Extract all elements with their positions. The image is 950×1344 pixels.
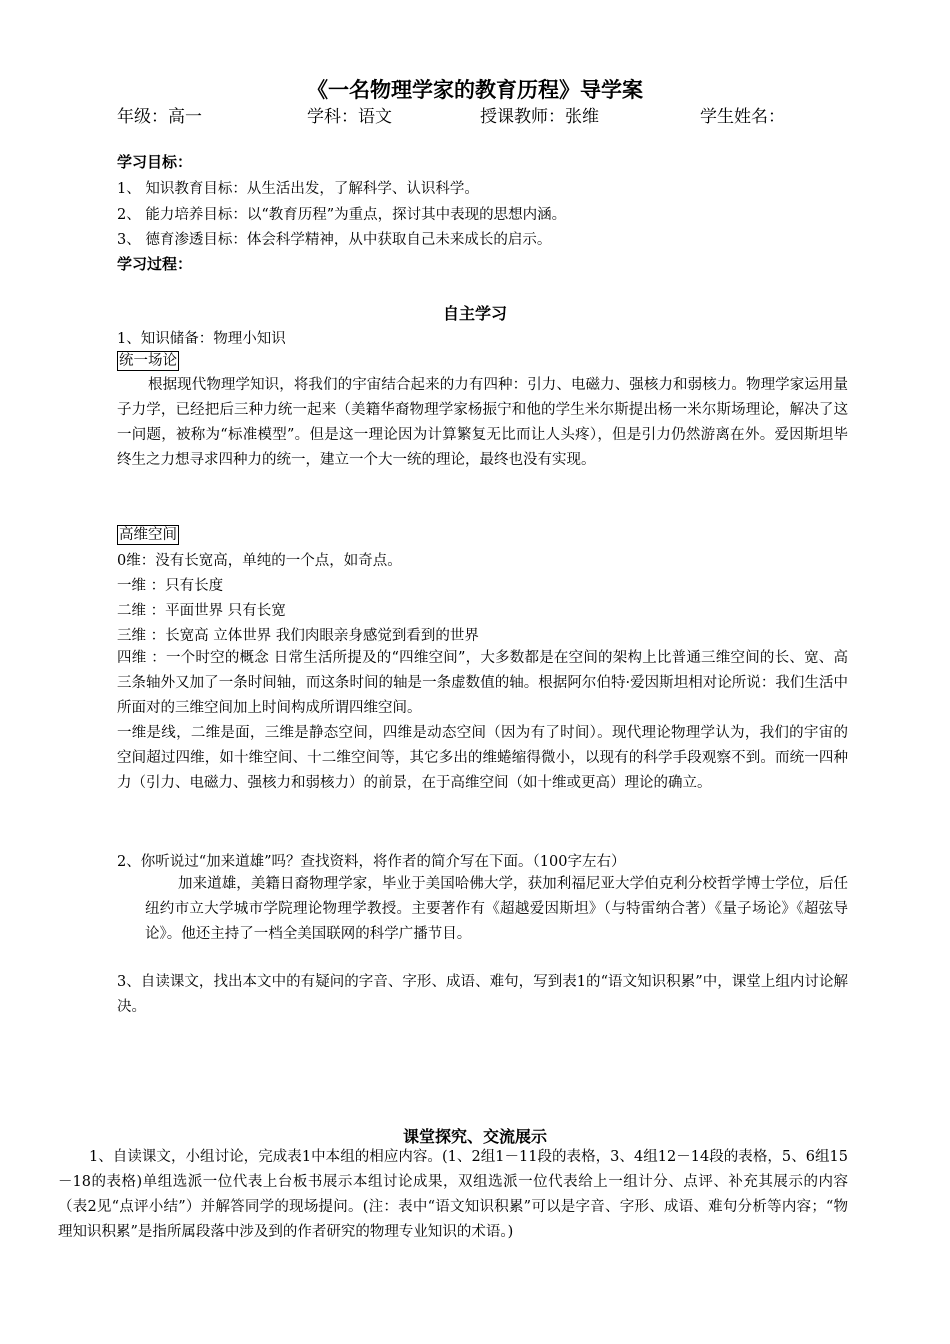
- goal-item-1: 1、 知识教育目标：从生活出发，了解科学、认识科学。: [117, 181, 479, 197]
- teacher-label: 授课教师：张维: [480, 107, 599, 127]
- author-bio-paragraph: 加来道雄，美籍日裔物理学家，毕业于美国哈佛大学，获加利福尼亚大学伯克利分校哲学博士学位，后任纽约市立大学城市学院理论物理学教授。主要著作有《超越爱因斯坦》（与特雷纳合著）《量子场论》《超弦导论》。他还主持了一档全美国联网的科学广播节目。: [145, 876, 848, 942]
- self-study-item-1: 1、知识储备：物理小知识: [117, 331, 286, 347]
- goal-item-2: 2、 能力培养目标：以“教育历程”为重点，探讨其中表现的思想内涵。: [117, 207, 567, 223]
- student-name-label: 学生姓名：: [700, 107, 785, 127]
- process-heading: 学习过程：: [117, 255, 193, 273]
- goal-item-3: 3、 德育渗透目标：体会科学精神，从中获取自己未来成长的启示。: [117, 232, 552, 248]
- dim-2: 二维 ：平面世界 只有长宽: [117, 603, 286, 619]
- unified-field-label: [117, 351, 179, 371]
- dim-4-paragraph: 四维 ：一个时空的概念 日常生活所提及的“四维空间”，大多数都是在空间的架构上比普通三维空间的长、宽、高三条轴外又加了一条时间轴，而这条时间的轴是一条虚数值的轴。根据阿尔伯特·爱因斯坦相对论所说：我们生活中所面对的三维空间加上时间构成所谓四维空间。: [117, 650, 848, 716]
- dim-0: 0维：没有长宽高，单纯的一个点，如奇点。: [117, 553, 402, 569]
- dims-summary-paragraph: 一维是线，二维是面，三维是静态空间，四维是动态空间（因为有了时间）。现代理论物理学认为，我们的宇宙的空间超过四维，如十维空间、十二维空间等，其它多出的维蜷缩得微小，以现有的科学手段观察不到。而统一四种力（引力、电磁力、强核力和弱核力）的前景，在于高维空间（如十维或更高）理论的确立。: [117, 725, 848, 791]
- unified-field-paragraph: 根据现代物理学知识，将我们的宇宙结合起来的力有四种：引力、电磁力、强核力和弱核力。物理学家运用量子力学，已经把后三种力统一起来（美籍华裔物理学家杨振宁和他的学生米尔斯提出杨一米尔斯场理论，解决了这一问题，被称为“标准模型”。但是这一理论因为计算繁复无比而让人头疼），但是引力仍然游离在外。爱因斯坦毕终生之力想寻求四种力的统一，建立一个大一统的理论，最终也没有实现。: [117, 377, 848, 468]
- class-section-paragraph: 1、自读课文，小组讨论，完成表1中本组的相应内容。(1、2组1－11段的表格，3、4组12－14段的表格，5、6组15－18的表格)单组选派一位代表上台板书展示本组讨论成果，双组选派一位代表给上一组计分、点评、补充其展示的内容（表2见“点评小结”）并解答同学的现场提问。(注：表中“语文知识积累”可以是字音、字形、成语、难句分析等内容；“物理知识积累”是指所属段落中涉及到的作者研究的物理专业知识的术语。): [58, 1149, 848, 1240]
- high-dim-label: [117, 525, 179, 545]
- unified-field-boxed-text: 统一场论: [119, 353, 177, 369]
- grade-label: 年级：高一: [117, 107, 202, 127]
- self-study-item-2: 2、你听说过“加来道雄”吗？查找资料，将作者的简介写在下面。（100字左右）: [117, 854, 626, 870]
- self-study-heading: 自主学习: [442, 304, 507, 323]
- dim-3: 三维 ：长宽高 立体世界 我们肉眼亲身感觉到看到的世界: [117, 628, 479, 644]
- high-dim-boxed-text: 高维空间: [119, 527, 177, 543]
- dim-1: 一维 ：只有长度: [117, 578, 224, 594]
- subject-label: 学科：语文: [307, 107, 392, 127]
- goals-heading: 学习目标：: [117, 153, 193, 171]
- class-section-heading: 课堂探究、交流展示: [402, 1127, 547, 1146]
- page-title: 《一名物理学家的教育历程》导学案: [307, 78, 643, 102]
- self-study-item-3: 3、自读课文，找出本文中的有疑问的字音、字形、成语、难句，写到表1的“语文知识积累”中，课堂上组内讨论解决。: [117, 974, 848, 1015]
